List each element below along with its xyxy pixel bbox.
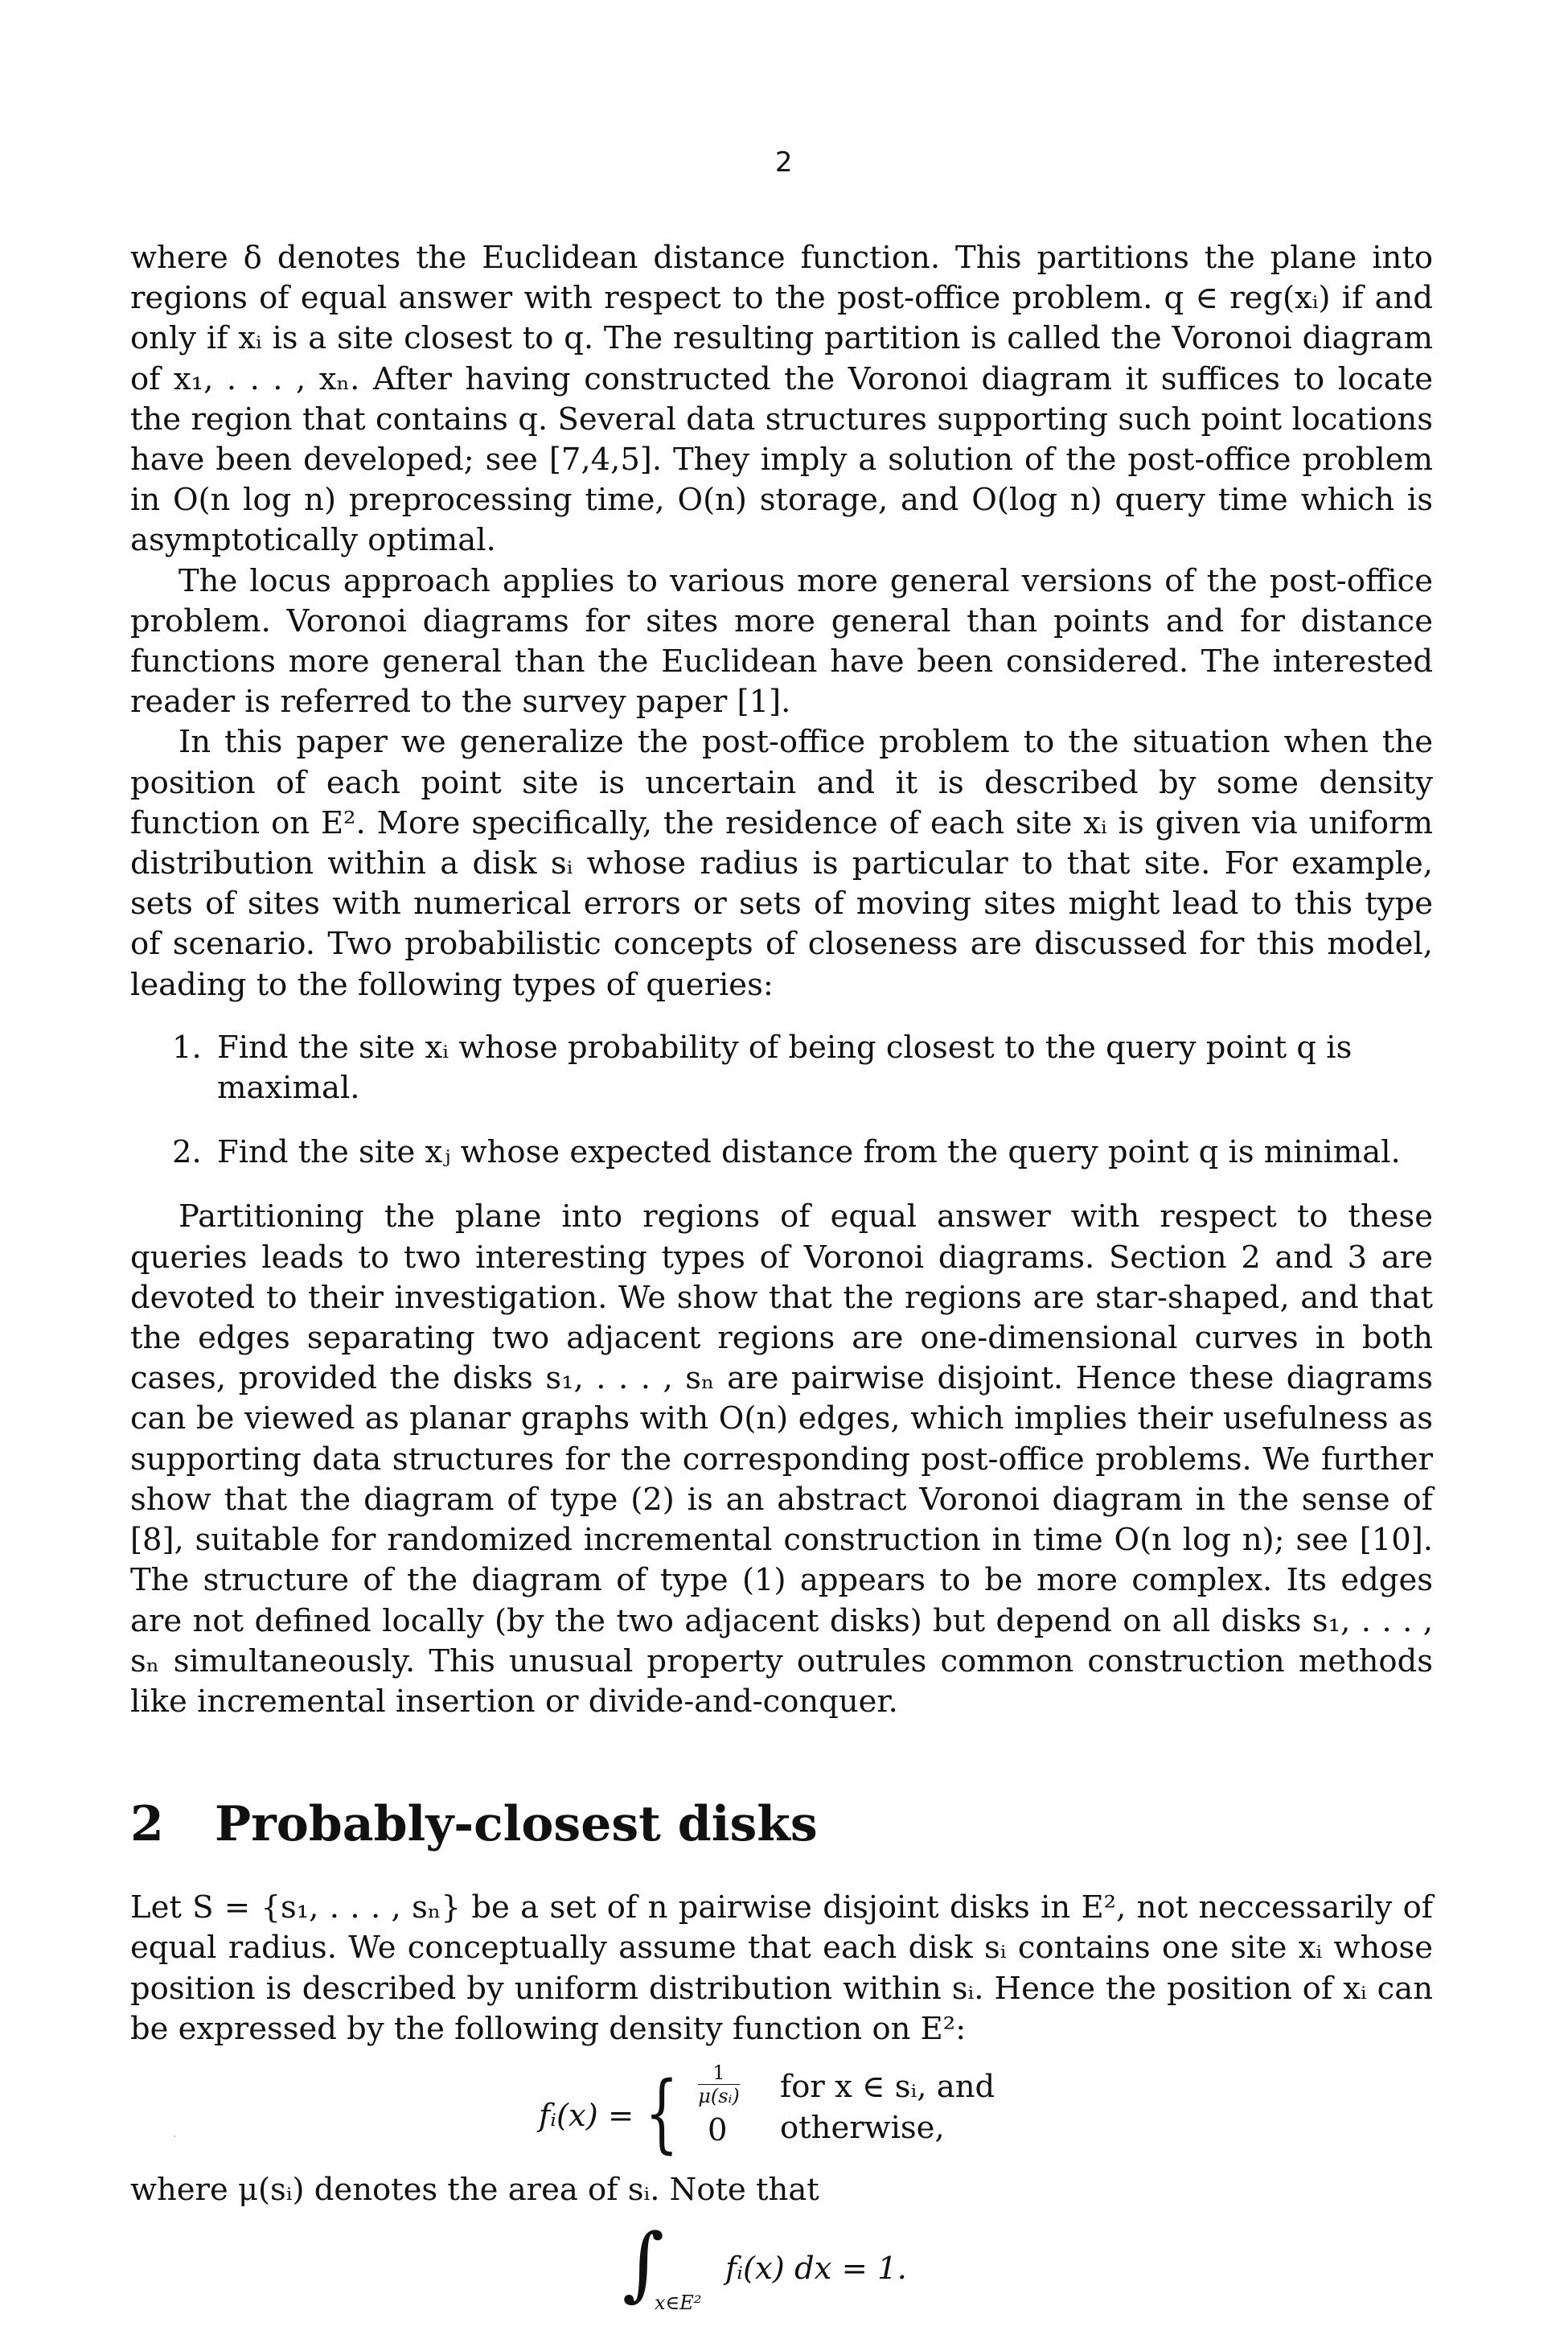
section-paragraph-2: where μ(sᵢ) denotes the area of sᵢ. Note that: [130, 2171, 819, 2208]
integral-subscript: x∈E²: [655, 2292, 702, 2315]
density-equation: [130, 2061, 1433, 2162]
section-title: Probably-closest disks: [215, 1796, 818, 1853]
section-heading: [130, 1796, 1433, 1852]
intro-paragraph-3: In this paper we generalize the post-office problem to the situation when the position of each point site is uncertain and it is described by some density function on E². More specifically, the residence of each site xᵢ is given via uniform distribution within a disk sᵢ whose radius is particular to that site. For example, sets of sites with numerical errors or sets of moving sites might lead to this type of scenario. Two probabilistic concepts of closeness are discussed for this model, leading to the following types of queries:: [130, 724, 1433, 1003]
list-item: [130, 1028, 1433, 1108]
equation-zero-value: 0: [708, 2111, 728, 2148]
integral-body: fᵢ(x) dx = 1.: [725, 2251, 907, 2288]
page-number: 2: [774, 146, 794, 179]
intro-paragraph-1: where δ denotes the Euclidean distance function. This partitions the plane into regions of equal answer with respect to the post-office problem. q ∈ reg(xᵢ) if and only if xᵢ is a site closest to q. The resulting partition is called the Voronoi diagram of x₁, . . . , xₙ. After having constructed the Voronoi diagram it suffices to locate the region that contains q. Several data structures supporting such point locations have been developed; see [7,4,5]. They imply a solution of the post-office problem in O(n log n) preprocessing time, O(n) storage, and O(log n) query time which is asymptotically optimal.: [130, 240, 1433, 559]
list-item-number: 1.: [172, 1029, 202, 1066]
left-brace-icon: {: [645, 2062, 679, 2162]
equation-bottom-condition: otherwise,: [780, 2109, 945, 2146]
integral-sign-icon: ∫: [622, 2216, 665, 2311]
equation-fraction: [693, 2062, 745, 2107]
page-content: [130, 238, 1433, 2339]
integral-equation: [130, 2216, 1433, 2339]
fraction-denominator: μ(sᵢ): [698, 2084, 740, 2107]
list-item-text: Find the site xⱼ whose expected distance from the query point q is minimal.: [217, 1134, 1401, 1171]
section-paragraph-1: Let S = {s₁, . . . , sₙ} be a set of n pairwise disjoint disks in E², not neccessarily of equal radius. We conceptually assume that each disk sᵢ contains one site xᵢ whose position is described by uniform distribution within sᵢ. Hence the position of xᵢ can be expressed by the following density function on E²:: [130, 1889, 1433, 2047]
query-list: [130, 1028, 1433, 1174]
fraction-numerator: 1: [712, 2061, 725, 2084]
body-paragraph-4: Partitioning the plane into regions of equal answer with respect to these queries leads to two interesting types of Voronoi diagrams. Section 2 and 3 are devoted to their investigation. We show that the regions are star-shaped, and that the edges separating two adjacent regions are one-dimensional curves in both cases, provided the disks s₁, . . . , sₙ are pairwise disjoint. Hence these diagrams can be viewed as planar graphs with O(n) edges, which implies their usefulness as supporting data structures for the corresponding post-office problems. We further show that the diagram of type (2) is an abstract Voronoi diagram in the sense of [8], suitable for randomized incremental construction in time O(n log n); see [10]. The structure of the diagram of type (1) appears to be more complex. Its edges are not defined locally (by the two adjacent disks) but depend on all disks s₁, . . . , sₙ simultaneously. This unusual property outrules common construction methods like incremental insertion or divide-and-conquer.: [130, 1198, 1433, 1720]
equation-top-condition: for x ∈ sᵢ, and: [780, 2068, 995, 2105]
list-item-number: 2.: [172, 1134, 202, 1171]
scan-speck: [174, 2136, 175, 2137]
list-item: [130, 1133, 1433, 1173]
section-number: 2: [130, 1796, 164, 1853]
list-item-text: Find the site xᵢ whose probability of being closest to the query point q is maximal.: [217, 1029, 1353, 1107]
equation-lhs: fᵢ(x) =: [539, 2097, 634, 2134]
intro-paragraph-2: The locus approach applies to various more general versions of the post-office problem. Voronoi diagrams for sites more general than points and for distance functions more general than the Euclidean have been considered. The interested reader is referred to the survey paper [1].: [130, 562, 1433, 721]
